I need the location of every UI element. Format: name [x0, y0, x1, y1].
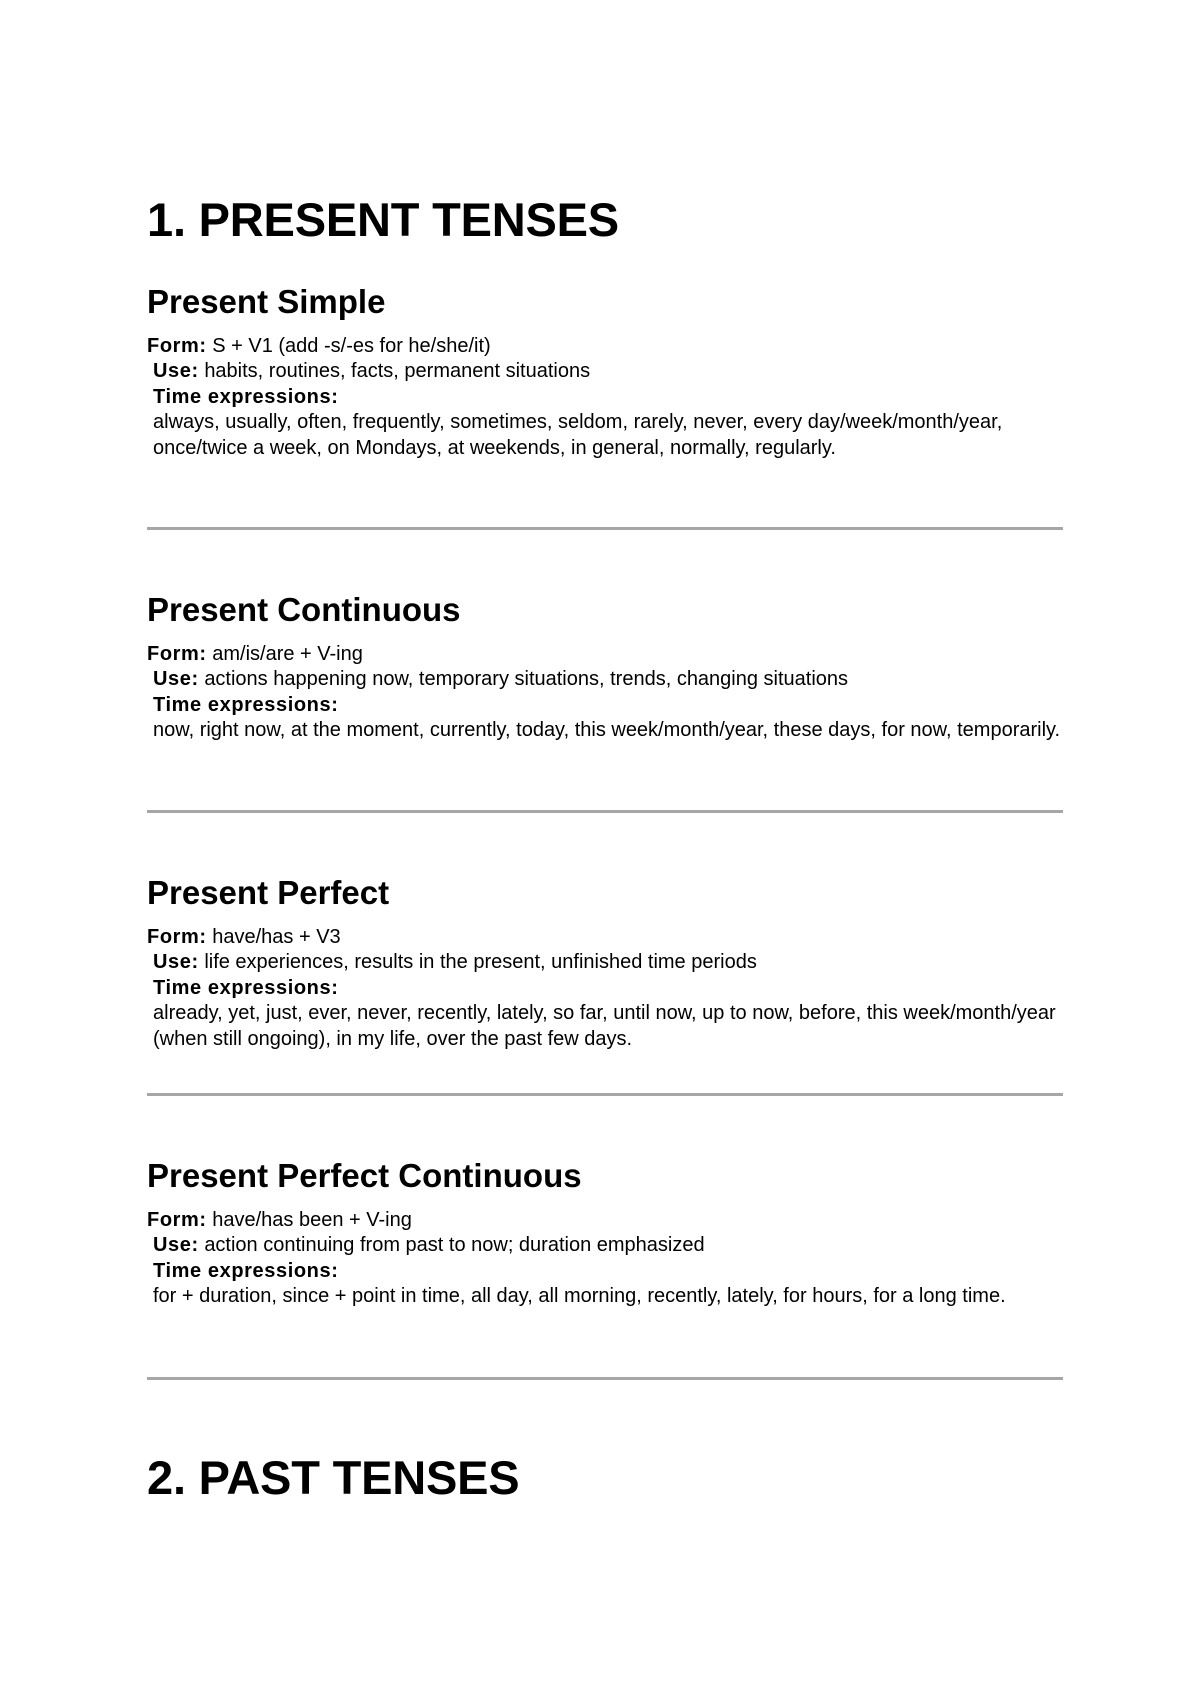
section-present-perfect-continuous — [147, 1157, 1063, 1310]
use-line — [147, 667, 1063, 693]
section-body — [147, 334, 1063, 462]
use-label: Use: — [153, 360, 199, 383]
form-label: Form: — [147, 334, 207, 357]
use-value: habits, routines, facts, permanent situations — [204, 360, 591, 383]
time-expressions-line — [147, 1259, 1063, 1285]
use-line — [147, 359, 1063, 385]
section-present-simple — [147, 283, 1063, 461]
time-expressions-value: now, right now, at the moment, currently, today, this week/month/year, these days, for now, temporarily. — [153, 719, 1061, 742]
form-line — [147, 334, 1063, 360]
form-line — [147, 925, 1063, 951]
section-body — [147, 642, 1063, 744]
section-divider — [147, 810, 1063, 813]
form-line — [147, 642, 1063, 668]
section-present-perfect — [147, 874, 1063, 1052]
section-divider — [147, 1377, 1063, 1380]
form-label: Form: — [147, 1208, 207, 1231]
section-body — [147, 925, 1063, 1053]
form-value: S + V1 (add -s/-es for he/she/it) — [212, 334, 491, 357]
use-line — [147, 950, 1063, 976]
form-line — [147, 1208, 1063, 1234]
time-expressions-value: already, yet, just, ever, never, recently, lately, so far, until now, up to now, before, this week/month/year (when still ongoing), in my life, over the past few days. — [153, 1002, 1056, 1050]
form-value: am/is/are + V-ing — [212, 642, 363, 665]
time-expressions-line — [147, 976, 1063, 1002]
section-title: Present Perfect Continuous — [147, 1157, 582, 1194]
use-value: life experiences, results in the present, unfinished time periods — [204, 951, 757, 974]
section-body — [147, 1208, 1063, 1310]
section-divider — [147, 1093, 1063, 1096]
section-title: Present Perfect — [147, 874, 390, 911]
time-expressions-label: Time expressions: — [153, 693, 339, 716]
time-expressions-label: Time expressions: — [153, 1259, 339, 1282]
time-expressions-line — [147, 385, 1063, 411]
section-title: Present Simple — [147, 283, 386, 320]
use-value: action continuing from past to now; duration emphasized — [204, 1234, 705, 1257]
use-value: actions happening now, temporary situations, trends, changing situations — [204, 668, 849, 691]
use-label: Use: — [153, 951, 199, 974]
use-label: Use: — [153, 668, 199, 691]
section-present-continuous — [147, 591, 1063, 744]
use-line — [147, 1233, 1063, 1259]
time-expressions-value: always, usually, often, frequently, sometimes, seldom, rarely, never, every day/week/month/year, once/twice a week, on Mondays, at weekends, in general, normally, regularly. — [153, 411, 1003, 459]
time-expressions-value: for + duration, since + point in time, all day, all morning, recently, lately, for hours, for a long time. — [153, 1285, 1006, 1308]
use-label: Use: — [153, 1234, 199, 1257]
part-heading-past: 2. PAST TENSES — [147, 1451, 520, 1504]
time-expressions-label: Time expressions: — [153, 385, 339, 408]
time-expressions-line — [147, 693, 1063, 719]
time-expressions-label: Time expressions: — [153, 976, 339, 999]
form-value: have/has + V3 — [212, 925, 341, 948]
part-heading-present: 1. PRESENT TENSES — [147, 193, 619, 246]
form-label: Form: — [147, 642, 207, 665]
section-divider — [147, 527, 1063, 530]
form-value: have/has been + V-ing — [212, 1208, 412, 1231]
form-label: Form: — [147, 925, 207, 948]
section-title: Present Continuous — [147, 591, 461, 628]
